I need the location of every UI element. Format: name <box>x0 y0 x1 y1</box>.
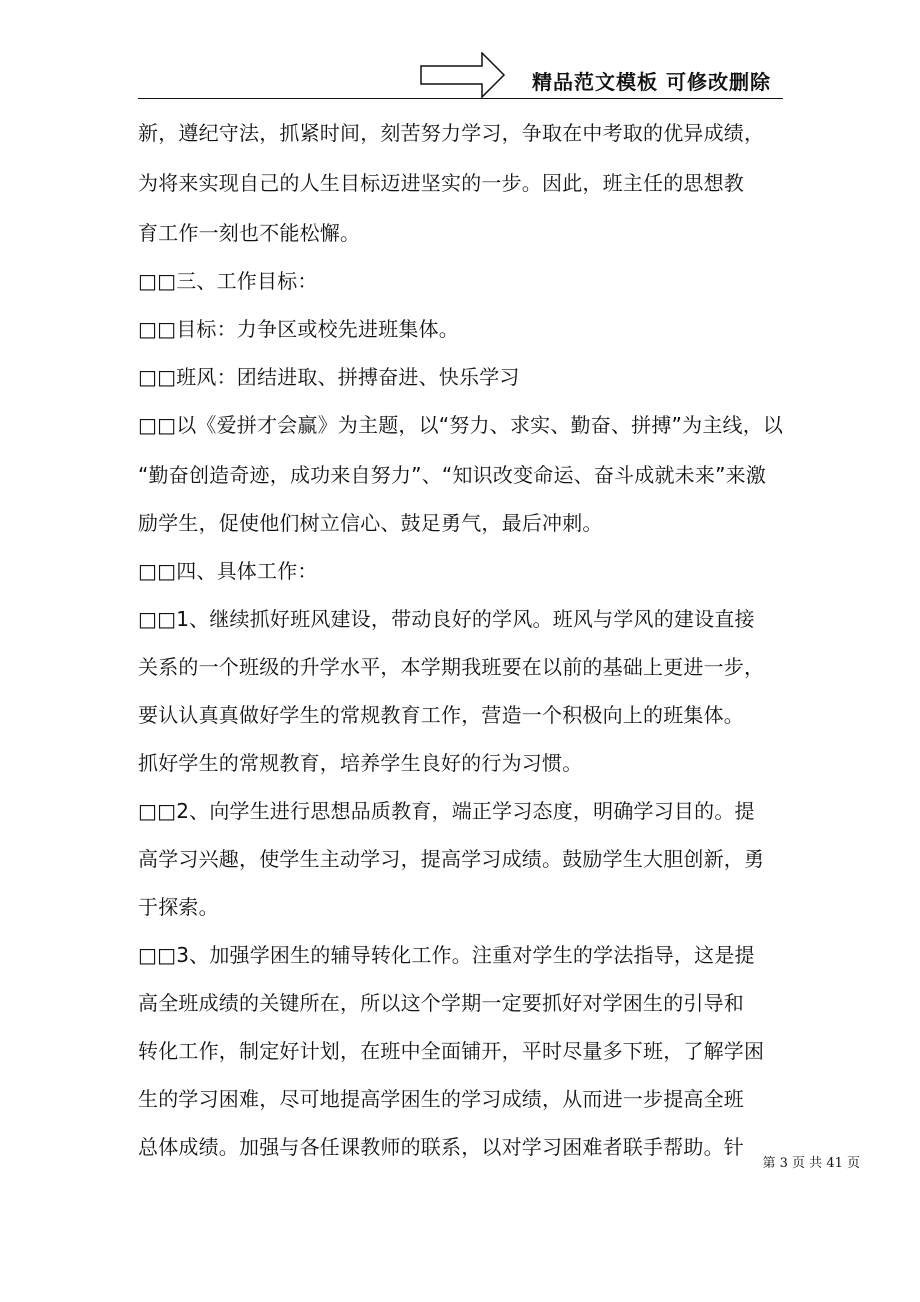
header-title: 精品范文模板 可修改删除 <box>532 70 771 94</box>
body-line: 生的学习困难，尽可地提高学困生的学习成绩，从而进一步提高全班 <box>138 1087 744 1111</box>
body-line: □□3、加强学困生的辅导转化工作。注重对学生的学法指导，这是提 <box>138 943 755 967</box>
header-divider <box>138 98 783 99</box>
body-line: 新，遵纪守法，抓紧时间，刻苦努力学习，争取在中考取的优异成绩， <box>138 121 765 145</box>
body-line: 关系的一个班级的升学水平，本学期我班要在以前的基础上更进一步， <box>138 655 765 679</box>
body-line: 抓好学生的常规教育，培养学生良好的行为习惯。 <box>138 751 583 775</box>
body-line: □□1、继续抓好班风建设，带动良好的学风。班风与学风的建设直接 <box>138 607 755 631</box>
body-line: 育工作一刻也不能松懈。 <box>138 221 361 245</box>
body-line: 为将来实现自己的人生目标迈进坚实的一步。因此，班主任的思想教 <box>138 171 744 195</box>
body-line: 励学生，促使他们树立信心、鼓足勇气，最后冲刺。 <box>138 511 603 535</box>
body-line: 转化工作，制定好计划，在班中全面铺开，平时尽量多下班，了解学困 <box>138 1039 765 1063</box>
body-line: □□以《爱拼才会赢》为主题，以“努力、求实、勤奋、拼搏”为主线，以 <box>138 413 784 437</box>
body-line: □□2、向学生进行思想品质教育，端正学习态度，明确学习目的。提 <box>138 799 755 823</box>
body-line: “勤奋创造奇迹，成功来自努力”、“知识改变命运、奋斗成就未来”来激 <box>138 463 767 487</box>
body-line: 高学习兴趣，使学生主动学习，提高学习成绩。鼓励学生大胆创新，勇 <box>138 847 765 871</box>
section-heading: □□四、具体工作： <box>138 559 318 583</box>
arrow-icon <box>420 52 506 98</box>
section-heading: □□三、工作目标： <box>138 269 318 293</box>
body-line: □□班风：团结进取、拼搏奋进、快乐学习 <box>138 365 520 389</box>
body-line: 要认认真真做好学生的常规教育工作，营造一个积极向上的班集体。 <box>138 703 744 727</box>
body-line: 高全班成绩的关键所在，所以这个学期一定要抓好对学困生的引导和 <box>138 991 744 1015</box>
body-line: 于探索。 <box>138 895 219 919</box>
body-line: 总体成绩。加强与各任课教师的联系，以对学习困难者联手帮助。针 <box>138 1135 744 1159</box>
page-number: 第 3 页 共 41 页 <box>762 1156 860 1171</box>
body-line: □□目标：力争区或校先进班集体。 <box>138 317 459 341</box>
